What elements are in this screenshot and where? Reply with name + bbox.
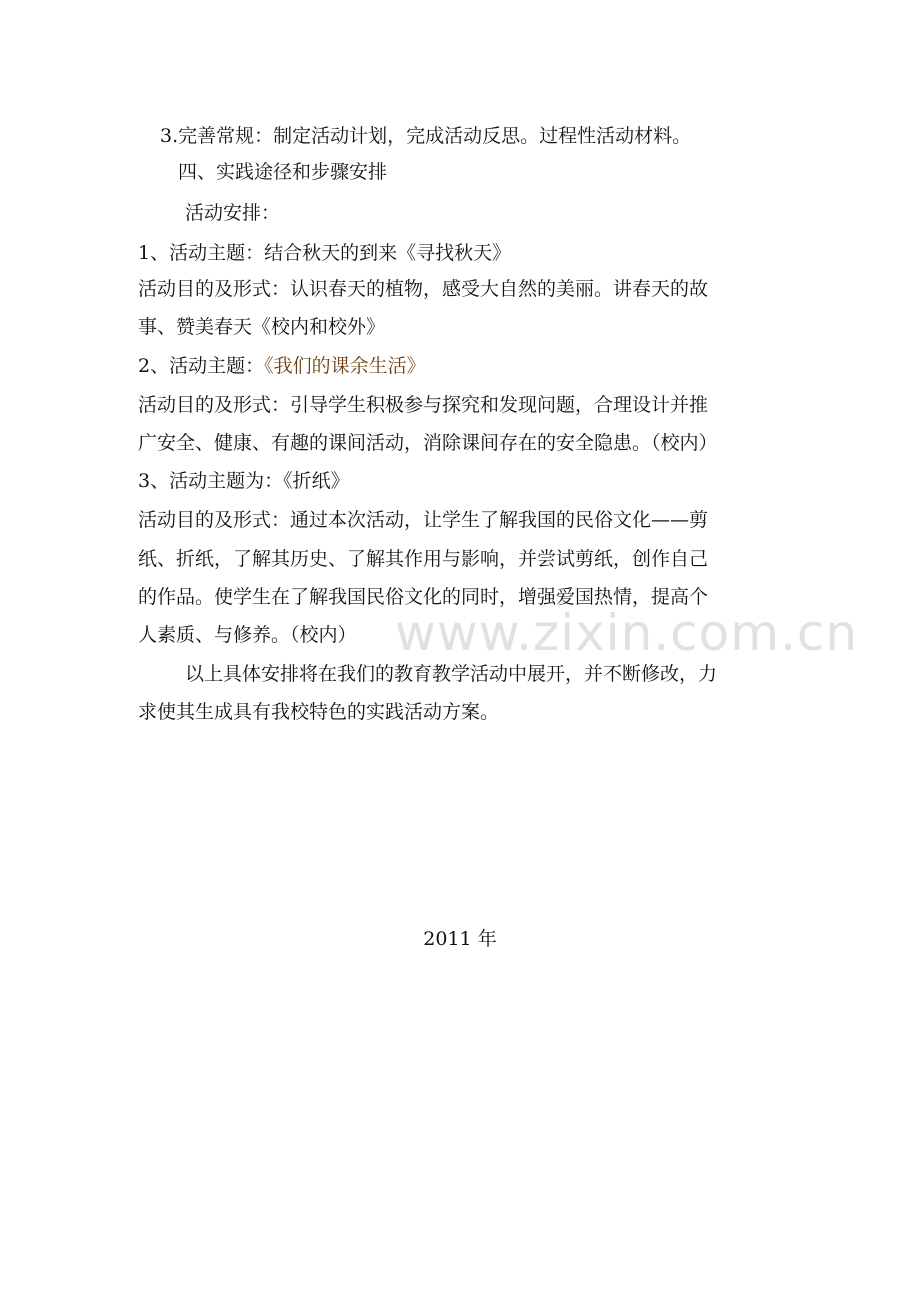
footer-year: 2011 年: [423, 928, 497, 950]
text-line-11: 活动目的及形式：通过本次活动，让学生了解我国的民俗文化——剪: [138, 509, 709, 531]
text-line-13: 的作品。使学生在了解我国民俗文化的同时，增强爱国热情，提高个: [138, 586, 709, 608]
text-line-5: 活动目的及形式：认识春天的植物，感受大自然的美丽。讲春天的故: [138, 278, 709, 300]
text-line-7: [138, 352, 788, 380]
text-line-8: 活动目的及形式：引导学生积极参与探究和发现问题，合理设计并推: [138, 394, 709, 416]
text-line-15: 以上具体安排将在我们的教育教学活动中展开，并不断修改，力: [185, 663, 718, 685]
text-line-10: 3、活动主题为：《折纸》: [138, 470, 350, 492]
topic-label-2: 2、活动主题：: [138, 355, 265, 377]
text-line-1: 3.完善常规：制定活动计划，完成活动反思。过程性活动材料。: [160, 125, 692, 147]
text-line-4: 1、活动主题：结合秋天的到来《寻找秋天》: [138, 242, 512, 264]
text-line-12: 纸、折纸，了解其历史、了解其作用与影响，并尝试剪纸，创作自己: [138, 548, 709, 570]
topic-title-2: 《我们的课余生活》: [264, 355, 426, 377]
text-line-9: 广安全、健康、有趣的课间活动，消除课间存在的安全隐患。（校内）: [138, 432, 718, 454]
text-line-14: 人素质、与修养。（校内）: [138, 624, 357, 646]
site-watermark: www.zixin.com.cn: [395, 604, 859, 662]
text-line-16: 求使其生成具有我校特色的实践活动方案。: [138, 701, 500, 723]
text-line-6: 事、赞美春天《校内和校外》: [138, 316, 386, 338]
text-line-3: 活动安排：: [185, 202, 281, 224]
section-heading-4: 四、实践途径和步骤安排: [178, 161, 388, 183]
